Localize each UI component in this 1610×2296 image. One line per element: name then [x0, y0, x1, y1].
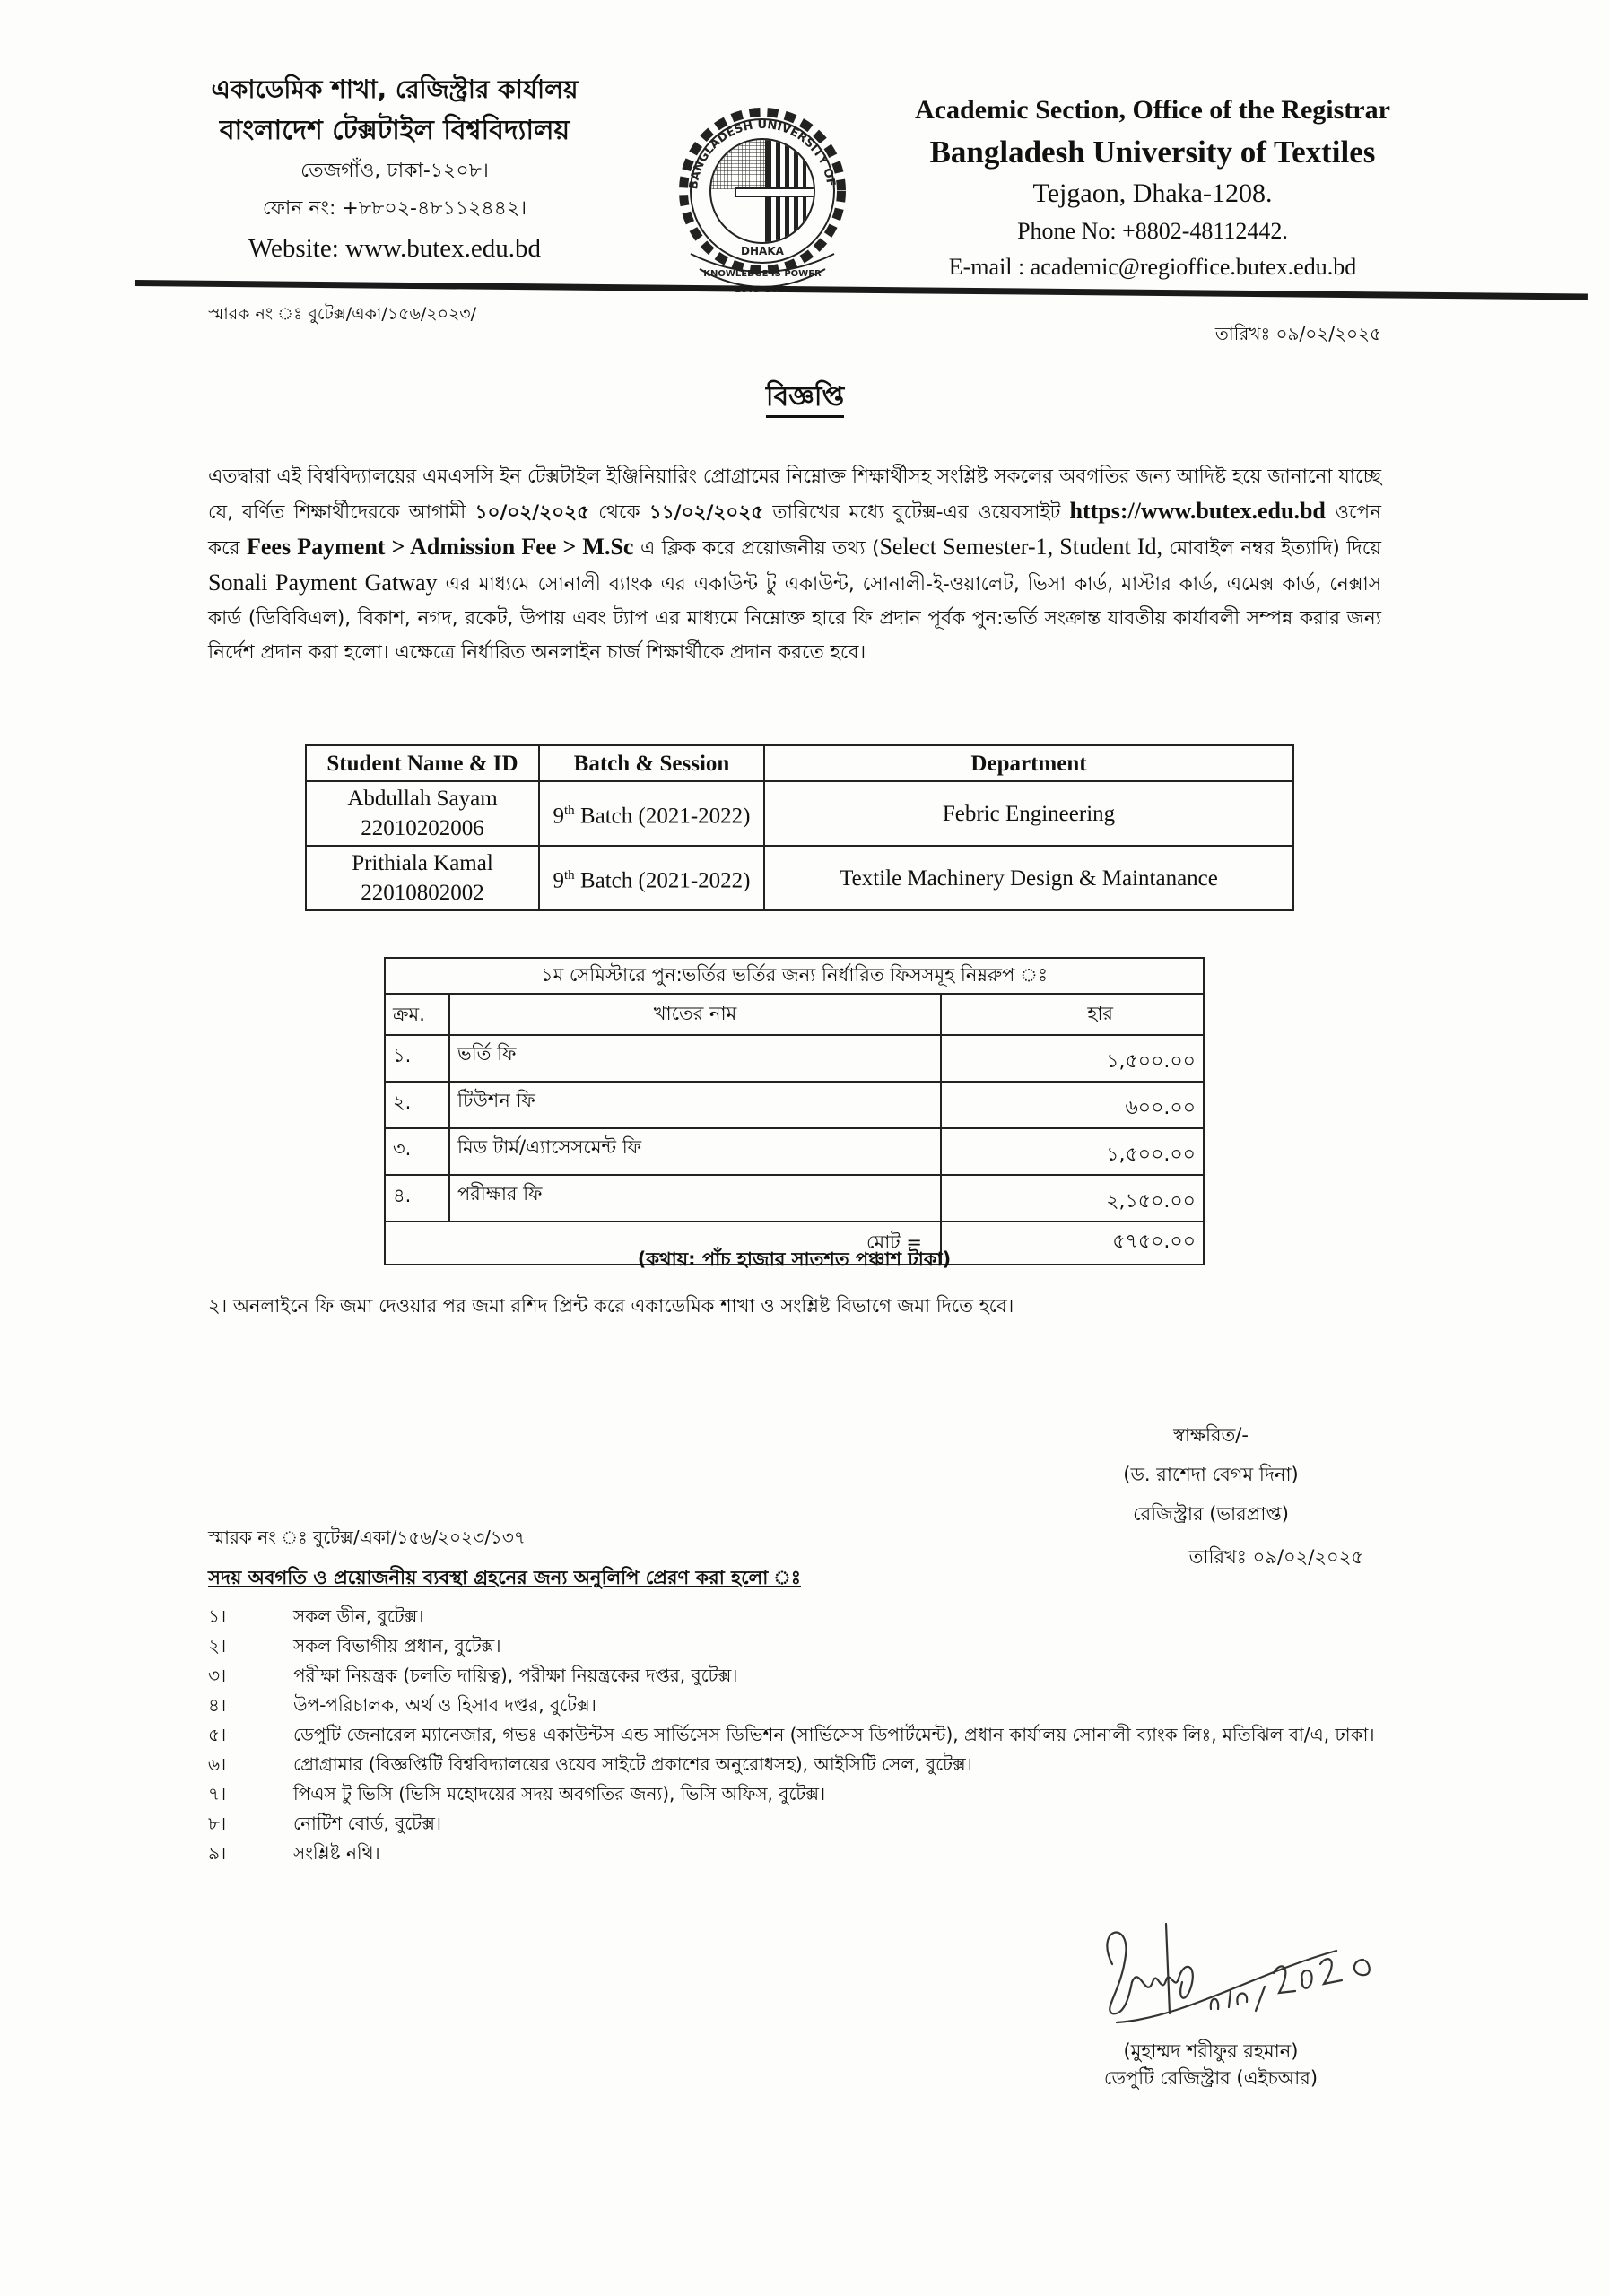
list-item	[208, 1661, 1381, 1691]
fee-item: ভর্তি ফি	[449, 1035, 941, 1082]
signed-mark: স্বাক্ষরিত/-	[1173, 1424, 1249, 1446]
list-number: ২।	[208, 1635, 227, 1657]
student-id: 22010802002	[361, 881, 484, 905]
student-cell	[306, 846, 539, 910]
notice-title-text: বিজ্ঞপ্তি	[766, 381, 844, 418]
payment-nav-path: Fees Payment > Admission Fee > M.Sc	[247, 534, 634, 560]
fee-serial: ৩.	[385, 1128, 449, 1175]
fee-amount: ২,১৫০.০০	[941, 1175, 1204, 1222]
list-item	[208, 1779, 1381, 1809]
fee-amount: ৬০০.০০	[941, 1082, 1204, 1128]
university-logo	[659, 106, 875, 299]
deputy-registrar-name: (মুহাম্মদ শরীফুর রহমান)	[1123, 2040, 1299, 2062]
col-header-rate: হার	[941, 994, 1204, 1035]
fee-table-caption: ১ম সেমিস্টারে পুন:ভর্তির ভর্তির জন্য নির্ধারিত ফিসসমূহ নিম্নরুপ ঃ	[385, 958, 1204, 994]
fee-item: টিউশন ফি	[449, 1082, 941, 1128]
department-cell: Textile Machinery Design & Maintanance	[764, 846, 1293, 910]
fee-total: ৫৭৫০.০০	[941, 1222, 1204, 1265]
col-header-serial: ক্রম.	[385, 994, 449, 1035]
logo-ring-text: BANGLADESH UNIVERSITY OF	[687, 117, 838, 190]
university-name-en: Bangladesh University of Textiles	[929, 135, 1376, 170]
batch-suffix: th	[564, 867, 575, 883]
notice-body	[208, 460, 1381, 670]
memo-number-2: স্মারক নং ঃ বুটেক্স/একা/১৫৬/২০২৩/১৩৭	[208, 1526, 526, 1548]
table-row	[385, 1175, 1204, 1222]
body-text-7: এর মাধ্যমে সোনালী ব্যাংক এর একাউন্ট টু একাউন্ট, সোনালী-ই-ওয়ালেট, ভিসা কার্ড, মাস্টার কার্ড, এমেক্স কার্ড, নেক্সাস কার্ড (ডিবিবিএল), বিকাশ, নগদ, রকেট, উপায় এবং ট্যাপ এর মাধ্যমে নিম্নোক্ত হারে ফি প্রদান পূর্বক পুন:ভর্তি সংক্রান্ত যাবতীয় কার্যাবলী সম্পন্ন করার জন্য নির্দেশ প্রদান করা হলো। এক্ষেত্রে নির্ধারিত অনলাইন চার্জ শিক্ষার্থীকে প্রদান করতে হবে।	[208, 573, 1381, 664]
date-from: ১০/০২/২০২৫	[474, 501, 590, 524]
signatory-deputy-registrar	[987, 2038, 1435, 2092]
table-row	[306, 781, 1293, 846]
list-number: ৮।	[208, 1813, 227, 1834]
student-id: 22010202006	[361, 816, 484, 840]
fee-serial: ১.	[385, 1035, 449, 1082]
list-text: পরীক্ষা নিয়ন্ত্রক (চলতি দায়িত্ব), পরীক্ষা নিয়ন্ত্রকের দপ্তর, বুটেক্স।	[293, 1665, 738, 1686]
copy-heading: সদয় অবগতি ও প্রয়োজনীয় ব্যবস্থা গ্রহনের জন্য অনুলিপি প্রেরণ করা হলো ঃ	[208, 1567, 801, 1588]
col-header-batch: Batch & Session	[539, 745, 764, 781]
handwritten-signature	[1076, 1910, 1453, 2036]
fee-table-caption-row	[385, 958, 1204, 994]
list-number: ৯।	[208, 1842, 227, 1864]
body-text-3: তারিখের মধ্যে বুটেক্স-এর ওয়েবসাইট	[763, 501, 1070, 524]
fee-total-label: মোট =	[385, 1222, 941, 1265]
list-text: সকল বিভাগীয় প্রধান, বুটেক্স।	[293, 1635, 501, 1657]
body-text-6: মোবাইল নম্বর ইত্যাদি) দিয়ে	[1162, 537, 1381, 560]
list-item	[208, 1631, 1381, 1661]
body-text-4: ওপেন করে	[208, 501, 1381, 560]
fee-table-header	[385, 994, 1204, 1035]
list-item	[208, 1691, 1381, 1720]
list-text: সংশ্লিষ্ট নথি।	[293, 1842, 380, 1864]
table-row	[385, 1035, 1204, 1082]
fee-serial: ২.	[385, 1082, 449, 1128]
logo-motto: KNOWLEDGE IS POWER	[703, 269, 822, 279]
students-table	[305, 744, 1294, 911]
header-bangla	[202, 70, 587, 269]
student-cell	[306, 781, 539, 846]
payment-gateway: Sonali Payment Gatway	[208, 570, 438, 596]
body-text-2: থেকে	[589, 501, 649, 524]
fee-amount: ১,৫০০.০০	[941, 1035, 1204, 1082]
address-en: Tejgaon, Dhaka-1208.	[1032, 178, 1273, 208]
memo-number: স্মারক নং ঃ বুটেক্স/একা/১৫৬/২০২৩/	[208, 304, 477, 324]
office-name-en: Academic Section, Office of the Registrar	[915, 95, 1390, 125]
batch-session: Batch (2021-2022)	[574, 804, 751, 829]
table-row	[306, 846, 1293, 910]
required-fields: Select Semester-1, Student Id,	[879, 534, 1163, 560]
list-text: প্রোগ্রামার (বিজ্ঞপ্তিটি বিশ্ববিদ্যালয়ের ওয়েব সাইটে প্রকাশের অনুরোধসহ), আইসিটি সেল, বুটেক্স।	[293, 1753, 972, 1775]
department-cell: Febric Engineering	[764, 781, 1293, 846]
fee-total-in-words: (কথায়: পাঁচ হাজার সাতশত পঞ্চাশ টাকা)	[637, 1248, 952, 1270]
list-item	[208, 1809, 1381, 1839]
student-name: Abdullah Sayam	[347, 787, 498, 811]
body-text-1: এতদ্বারা এই বিশ্ববিদ্যালয়ের এমএসসি ইন টেক্সটাইল ইঞ্জিনিয়ারিং প্রোগ্রামের নিম্নোক্ত শিক্ষার্থীসহ সংশ্লিষ্ট সকলের অবগতির জন্য আদিষ্ট হয়ে জানানো যাচ্ছে যে, বর্ণিত শিক্ষার্থীদেরকে আগামী	[208, 465, 1381, 524]
list-text: পিএস টু ভিসি (ভিসি মহোদয়ের সদয় অবগতির জন্য), ভিসি অফিস, বুটেক্স।	[293, 1783, 826, 1805]
copy-date: তারিখঃ ০৯/০২/২০২৫	[1188, 1546, 1363, 1568]
signatory-registrar	[1040, 1415, 1381, 1534]
notice-title	[0, 375, 1610, 421]
phone-en: Phone No: +8802-48112442.	[1017, 218, 1288, 244]
date-to: ১১/০২/২০২৫	[648, 501, 764, 524]
list-item	[208, 1602, 1381, 1631]
list-number: ৫।	[208, 1724, 227, 1745]
logo-city: DHAKA	[741, 245, 784, 257]
list-text: উপ-পরিচালক, অর্থ ও হিসাব দপ্তর, বুটেক্স।	[293, 1694, 596, 1716]
registrar-name: (ড. রাশেদা বেগম দিনা)	[1123, 1464, 1299, 1485]
col-header-item: খাতের নাম	[449, 994, 941, 1035]
fee-amount: ১,৫০০.০০	[941, 1128, 1204, 1175]
list-text: সকল ডীন, বুটেক্স।	[293, 1605, 424, 1627]
list-number: ৭।	[208, 1783, 227, 1805]
list-text: ডেপুটি জেনারেল ম্যানেজার, গভঃ একাউন্টস এন্ড সার্ভিসেস ডিভিশন (সার্ভিসেস ডিপার্টমেন্ট), প্রধান কার্যালয় সোনালী ব্যাংক লিঃ, মতিঝিল বা/এ, ঢাকা।	[293, 1724, 1375, 1745]
email-link[interactable]: E-mail : academic@regioffice.butex.edu.bd	[948, 254, 1357, 280]
list-number: ৬।	[208, 1753, 227, 1775]
batch-number: 9	[553, 868, 565, 893]
header-english	[888, 90, 1417, 285]
col-header-student: Student Name & ID	[306, 745, 539, 781]
office-name-bn: একাডেমিক শাখা, রেজিস্ট্রার কার্যালয়	[211, 74, 579, 104]
student-name: Prithiala Kamal	[352, 851, 493, 875]
fee-table	[384, 957, 1205, 1265]
notice-date: তারিখঃ ০৯/০২/২০২৫	[1214, 323, 1381, 344]
list-item	[208, 1750, 1381, 1779]
fee-serial: ৪.	[385, 1175, 449, 1222]
copy-list	[208, 1602, 1381, 1868]
list-number: ৩।	[208, 1665, 227, 1686]
body-text-5: এ ক্লিক করে প্রয়োজনীয় তথ্য (	[633, 537, 880, 560]
batch-suffix: th	[564, 803, 575, 818]
table-row	[385, 1128, 1204, 1175]
students-table-header	[306, 745, 1293, 781]
list-number: ৪।	[208, 1694, 227, 1716]
batch-cell	[539, 781, 764, 846]
signature-icon	[1076, 1910, 1453, 2036]
list-item	[208, 1839, 1381, 1868]
list-text: নোটিশ বোর্ড, বুটেক্স।	[293, 1813, 442, 1834]
table-row	[385, 1082, 1204, 1128]
butex-url-link[interactable]: https://www.butex.edu.bd	[1069, 498, 1326, 524]
logo-emblem-icon	[659, 106, 875, 299]
list-item	[208, 1720, 1381, 1750]
fee-item: পরীক্ষার ফি	[449, 1175, 941, 1222]
note-2: ২। অনলাইনে ফি জমা দেওয়ার পর জমা রশিদ প্রিন্ট করে একাডেমিক শাখা ও সংশ্লিষ্ট বিভাগে জমা দিতে হবে।	[208, 1295, 1014, 1317]
batch-number: 9	[553, 804, 565, 829]
address-bn: তেজগাঁও, ঢাকা-১২০৮।	[300, 160, 489, 182]
website-link[interactable]: Website: www.butex.edu.bd	[248, 234, 541, 263]
deputy-registrar-designation: ডেপুটি রেজিস্ট্রার (এইচআর)	[1103, 2067, 1318, 2089]
col-header-department: Department	[764, 745, 1293, 781]
fee-item: মিড টার্ম/এ্যাসেসমেন্ট ফি	[449, 1128, 941, 1175]
batch-session: Batch (2021-2022)	[574, 868, 751, 893]
batch-cell	[539, 846, 764, 910]
registrar-designation: রেজিস্ট্রার (ভারপ্রাপ্ত)	[1133, 1503, 1289, 1525]
university-name-bn: বাংলাদেশ টেক্সটাইল বিশ্ববিদ্যালয়	[219, 115, 570, 146]
list-number: ১।	[208, 1605, 227, 1627]
phone-bn: ফোন নং: +৮৮০২-৪৮১১২৪৪২।	[262, 197, 527, 220]
